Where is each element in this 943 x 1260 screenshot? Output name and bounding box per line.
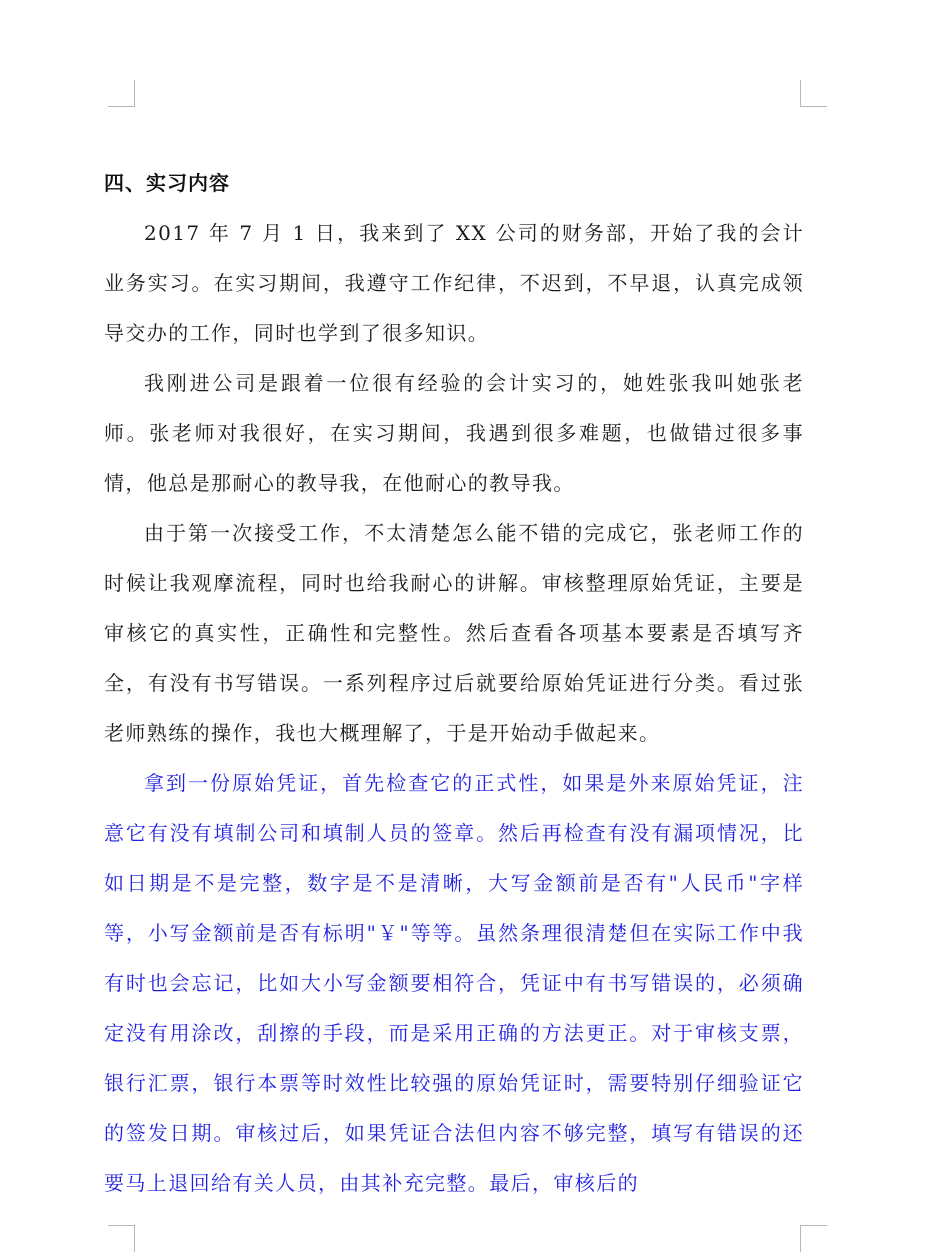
- page-corner-mark-top-right: [800, 80, 827, 107]
- page-corner-mark-bottom-right: [800, 1225, 827, 1252]
- paragraph-4-highlighted: 拿到一份原始凭证，首先检查它的正式性，如果是外来原始凭证，注意它有没有填制公司和填制人员的签章。然后再检查有没有漏项情况，比如日期是不是完整，数字是不是清晰，大写金额前是否有"人民币"字样等，小写金额前是否有标明"￥"等等。虽然条理很清楚但在实际工作中我有时也会忘记，比如大小写金额要相符合，凭证中有书写错误的，必须确定没有用涂改，刮擦的手段，而是采用正确的方法更正。对于审核支票，银行汇票，银行本票等时效性比较强的原始凭证时，需要特别仔细验证它的签发日期。审核过后，如果凭证合法但内容不够完整，填写有错误的还要马上退回给有关人员，由其补充完整。最后，审核后的: [104, 771, 804, 1195]
- document-body: [104, 166, 804, 1208]
- paragraph-2: 我刚进公司是跟着一位很有经验的会计实习的，她姓张我叫她张老师。张老师对我很好，在实习期间，我遇到很多难题，也做错过很多事情，他总是那耐心的教导我，在他耐心的教导我。: [104, 371, 804, 495]
- page-corner-mark-bottom-left: [108, 1225, 135, 1252]
- paragraph-1: 2017 年 7 月 1 日，我来到了 XX 公司的财务部，开始了我的会计业务实习。在实习期间，我遵守工作纪律，不迟到，不早退，认真完成领导交办的工作，同时也学到了很多知识。: [104, 221, 804, 345]
- section-heading: 四、实习内容: [104, 171, 230, 195]
- page-corner-mark-top-left: [108, 80, 135, 107]
- paragraph-3: 由于第一次接受工作，不太清楚怎么能不错的完成它，张老师工作的时候让我观摩流程，同时也给我耐心的讲解。审核整理原始凭证，主要是审核它的真实性，正确性和完整性。然后查看各项基本要素是否填写齐全，有没有书写错误。一系列程序过后就要给原始凭证进行分类。看过张老师熟练的操作，我也大概理解了，于是开始动手做起来。: [104, 521, 804, 745]
